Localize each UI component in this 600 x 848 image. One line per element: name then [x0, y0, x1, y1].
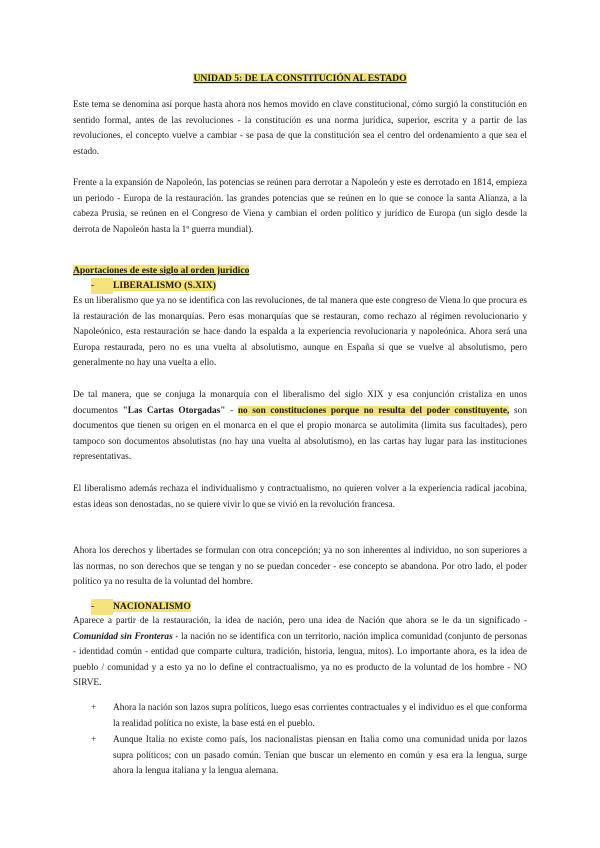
- nacionalismo-dash: -: [91, 599, 113, 615]
- list-item: [91, 733, 527, 780]
- nacionalismo-label: NACIONALISMO: [113, 601, 191, 612]
- document-title: UNIDAD 5: DE LA CONSTITUCIÓN AL ESTADO: [193, 73, 407, 84]
- liberalismo-paragraph-2: De tal manera, que se conjuga la monarquía con el liberalismo del siglo XIX y esa conjunción cristaliza en unos documentos "Las Cartas Otorgadas" - no son constituciones porque no resulta del poder constituyente, son documentos que tienen su origen en el monarca en el que el propio monarca se autolimita (limita sus facultades), pero tampoco son documentos absolutistas (no hay una vuelta al absolutismo), en las cartas hay lugar para las instituciones representativas.: [73, 390, 527, 463]
- liberalismo-paragraph-3: El liberalismo además rechaza el individualismo y contractualismo, no quieren volver a la experiencia radical jacobina, estas ideas son denostadas, no se quiere vivir lo que se vivió en la revolución francesa.: [73, 484, 527, 510]
- liberalismo-label: LIBERALISMO (S.XIX): [113, 280, 216, 291]
- highlighted-statement: no son constituciones porque no resulta del poder constituyente,: [237, 405, 510, 416]
- nacionalismo-paragraph: Aparece a partir de la restauración, la idea de nación, pero una idea de Nación que ahora se le da un significado - Comunidad sin Fronteras - la nación no se identifica con un territorio, nación implica comunidad (conjunto de personas - identidad común - entidad que comparte cultura, tradición, historia, lengua, mitos). Lo importante ahora, es la idea de pueblo / comunidad y a esto ya no lo define el contractualismo, ya no es producto de la voluntad de los hombre - NO SIRVE.: [73, 616, 528, 689]
- napoleon-paragraph: Frente a la expansión de Napoleón, las potencias se reúnen para derrotar a Napoleón y este es derrotado en 1814, empieza un periodo - Europa de la restauración. las grandes potencias que se reúnen en lo que se conoce la santa Alianza, a la cabeza Prusia, se reúnen en el Congreso de Viena y cambian el orden político y jurídico de Europa (un siglo desde la derrota de Napoleón hasta la 1º guerra mundial).: [73, 178, 527, 235]
- bullet-plus-icon: +: [91, 735, 97, 745]
- liberalismo-paragraph-4: Ahora los derechos y libertades se formulan con otra concepción; ya no son inherentes al individuo, no son superiores a las normas, no son derechos que se tengan y no se puedan conceder - ese concepto se abandona. Por otro lado, el poder político ya no resulta de la voluntad del hombre.: [73, 546, 527, 588]
- list-item-text: Aunque Italia no existe como país, los nacionalistas piensan en Italia como una comunidad unida por lazos supra políticos; con un pasado común. Tenían que buscar un elemento en común y esa era la lengua, surge ahora la lengua italiana y la lengua alemana.: [113, 735, 527, 777]
- list-item: [91, 701, 527, 732]
- section-heading: Aportaciones de este siglo al orden jurídico: [73, 265, 250, 276]
- comunidad-sin-fronteras-term: Comunidad sin Fronteras: [73, 631, 173, 642]
- liberalismo-heading: [91, 278, 216, 294]
- liberalismo-dash: -: [91, 278, 113, 294]
- list-item-text: Ahora la nación son lazos supra políticos, luego esas corrientes contractuales y el individuo es el que conforma la realidad política no existe, la base está en el pueblo.: [113, 703, 527, 729]
- liberalismo-paragraph-1: Es un liberalismo que ya no se identifica con las revoluciones, de tal manera que este congreso de Viena lo que procura es la restauración de las monarquías. Pero esas monarquías que se restauran, como rechazo al régimen revolucionario y Napoleónico, esta restauración se hace dando la espalda a la experiencia revolucionaria y napoleónica. Ahora será una Europa restaurada, pero no es una vuelta al absolutismo, aunque en España sí que se vuelve al absolutismo, pero generalmente no hay una vuelta a ello.: [73, 296, 527, 369]
- cartas-otorgadas-term: "Las Cartas Otorgadas": [122, 405, 226, 416]
- nacionalismo-heading: [91, 599, 191, 615]
- bullet-plus-icon: +: [91, 703, 97, 713]
- intro-paragraph: Este tema se denomina así porque hasta ahora nos hemos movido en clave constitucional, cómo surgió la constitución en sentido formal, antes de las revoluciones - la constitución es una norma jurídica, superior, escrita y a partir de las revoluciones, el concepto vuelve a cambiar - se pasa de que la constitución sea el centro del ordenamiento a que sea el estado.: [73, 100, 527, 157]
